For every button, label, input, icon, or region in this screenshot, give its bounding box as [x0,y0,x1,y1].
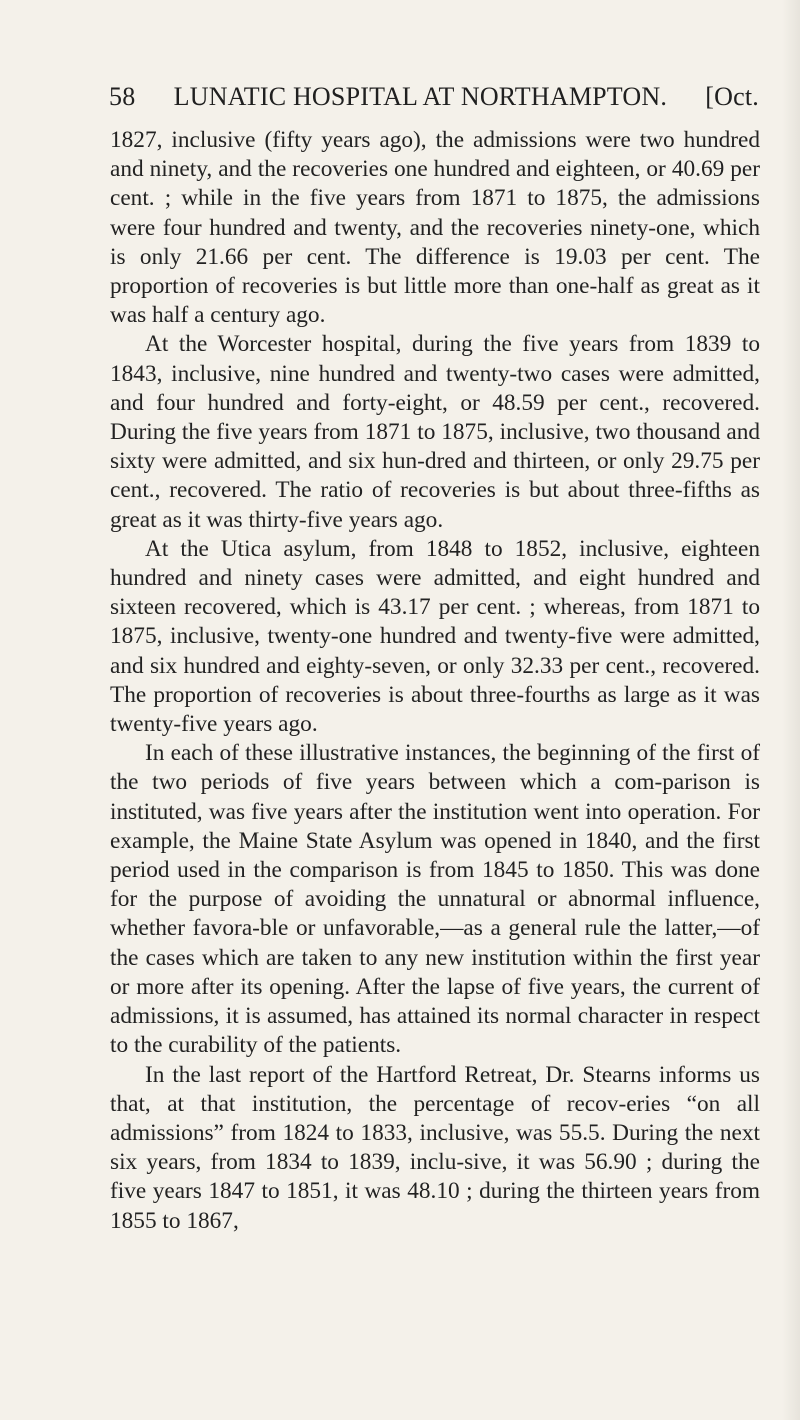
paragraph-comparison-note: In each of these illustrative instances, the beginning of the first of the two periods of five years between which a com-parison is instituted, was five years after the institution went into operation. For example, the Maine State Asylum was opened in 1840, and the first period used in the comparison is from 1845 to 1850. This was done for the purpose of avoiding the unnatural or abnormal influence, whether favora-ble or unfavorable,—as a general rule the latter,—of the cases which are taken to any new institution within the first year or more after its opening. After the lapse of five years, the current of admissions, it is assumed, has attained its normal character in respect to the curability of the patients. [110,740,760,1059]
body-text [110,126,760,1236]
paragraph-hartford: In the last report of the Hartford Retreat, Dr. Stearns informs us that, at that institution, the percentage of recov-eries “on all admissions” from 1824 to 1833, inclusive, was 55.5. During the next six years, from 1834 to 1839, inclu-sive, it was 56.90 ; during the five years 1847 to 1851, it was 48.10 ; during the thirteen years from 1855 to 1867, [110,1061,760,1234]
paragraph-continuation: 1827, inclusive (fifty years ago), the admissions were two hundred and ninety, and the recoveries one hundred and eighteen, or 40.69 per cent. ; while in the five years from 1871 to 1875, the admissions were four hundred and twenty, and the recoveries ninety-one, which is only 21.66 per cent. The difference is 19.03 per cent. The proportion of recoveries is but little more than one-half as great as it was half a century ago. [110,127,760,329]
paragraph-worcester: At the Worcester hospital, during the five years from 1839 to 1843, inclusive, nine hundred and twenty-two cases were admitted, and four hundred and forty-eight, or 48.59 per cent., recovered. During the five years from 1871 to 1875, inclusive, two thousand and sixty were admitted, and six hun-dred and thirteen, or only 29.75 per cent., recovered. The ratio of recoveries is but about three-fifths as great as it was thirty-five years ago. [110,331,760,533]
paragraph-utica: At the Utica asylum, from 1848 to 1852, inclusive, eighteen hundred and ninety cases were admitted, and eight hundred and sixteen recovered, which is 43.17 per cent. ; whereas, from 1871 to 1875, inclusive, twenty-one hundred and twenty-five were admitted, and six hundred and eighty-seven, or only 32.33 per cent., recovered. The proportion of recoveries is about three-fourths as large as it was twenty-five years ago. [110,535,760,738]
running-title: LUNATIC HOSPITAL AT NORTHAMPTON. [173,82,668,111]
running-header [109,82,759,112]
page-edge-shadow [782,0,800,1420]
running-month: [Oct. [705,82,759,111]
page-number: 58 [109,82,136,111]
